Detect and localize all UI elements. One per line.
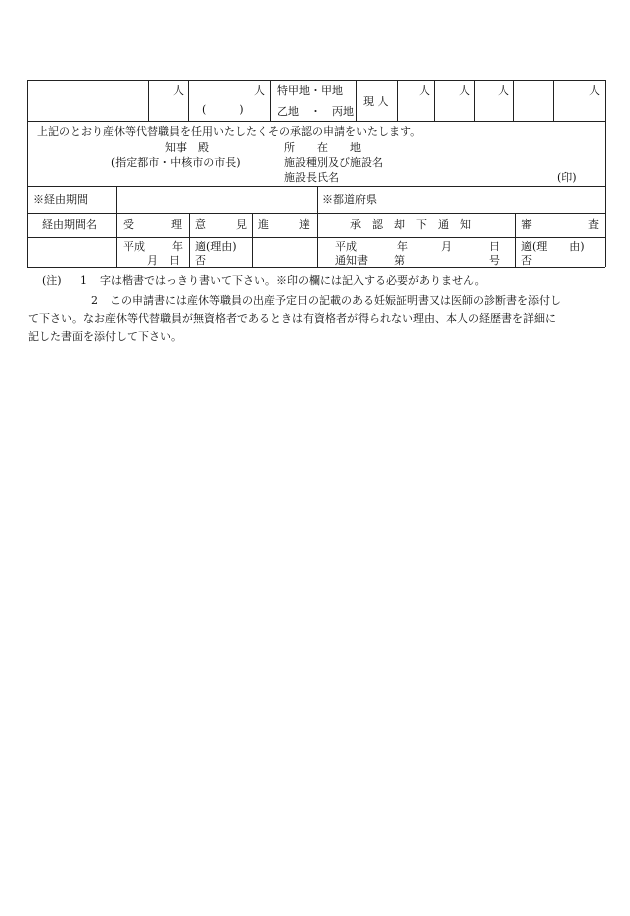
- rule-route-a: [116, 186, 117, 213]
- notice-month: 月: [441, 240, 452, 253]
- note1-text: 字は楷書ではっきり書いて下さい。※印の欄には記入する必要がありません。: [100, 274, 486, 287]
- rule-top: [27, 80, 605, 81]
- rule-right: [605, 80, 606, 267]
- header-receipt-a: 受: [123, 218, 134, 231]
- row1-area-line1: 特甲地・甲地: [277, 84, 343, 97]
- notice-era: 平成: [335, 240, 357, 253]
- facility-location-label: 所 在 地: [284, 141, 361, 154]
- notice-go: 号: [489, 254, 500, 267]
- review-adequacy: 適(理 由): [521, 240, 585, 253]
- rule-routing-bottom: [27, 213, 605, 214]
- rule-hv-e: [515, 213, 516, 267]
- header-transmit-a: 進: [258, 218, 269, 231]
- rule-r1-b: [188, 80, 189, 121]
- row1-paren: ( ): [202, 103, 244, 116]
- receipt-date-era: 平成: [123, 240, 145, 253]
- note1-number: 1: [80, 274, 87, 287]
- row1-unit-6: 人: [589, 84, 600, 97]
- note2-number: 2: [91, 294, 98, 307]
- facility-name-label: 施設種別及び施設名: [284, 156, 383, 169]
- header-opinion-a: 意: [195, 218, 206, 231]
- row1-unit-2: 人: [254, 84, 265, 97]
- notes-label: (注): [42, 274, 62, 287]
- rule-route-b: [317, 186, 318, 213]
- header-notice: 承 認 却 下 通 知: [350, 218, 471, 231]
- rule-r1-e: [397, 80, 398, 121]
- opinion-adequacy: 適(理由): [195, 240, 237, 253]
- receipt-date-month-day: 月 日: [147, 254, 180, 267]
- header-review-a: 審: [521, 218, 532, 231]
- note2-line2: て下さい。なお産休等代替職員が無資格者であるときは有資格者が得られない理由、本人の経歴書を詳細に: [28, 312, 556, 325]
- header-receipt-b: 理: [171, 218, 182, 231]
- notice-dai: 第: [394, 254, 405, 267]
- rule-r1-c: [270, 80, 271, 121]
- request-text: 上記のとおり産休等代替職員を任用いたしたくその承認の申請をいたします。: [37, 125, 422, 138]
- row1-unit-4: 人: [459, 84, 470, 97]
- rule-r1-d: [356, 80, 357, 121]
- addressee: 知事 殿: [165, 141, 209, 154]
- receipt-date-year: 年: [172, 240, 183, 253]
- header-transmit-b: 達: [299, 218, 310, 231]
- notice-day: 日: [489, 240, 500, 253]
- rule-r1-f: [434, 80, 435, 121]
- header-route-name: 経由期間名: [42, 218, 97, 231]
- header-review-b: 査: [588, 218, 599, 231]
- row1-unit-5: 人: [498, 84, 509, 97]
- routing-period-label: ※経由期間: [33, 193, 88, 206]
- note2-line1: この申請書には産休等職員の出産予定日の記載のある妊娠証明書又は医師の診断書を添付し: [110, 294, 561, 307]
- rule-r1-g: [474, 80, 475, 121]
- rule-r1-h: [513, 80, 514, 121]
- rule-header-bottom: [27, 237, 605, 238]
- rule-r1-a: [148, 80, 149, 121]
- header-opinion-b: 見: [236, 218, 247, 231]
- rule-left: [27, 80, 28, 267]
- opinion-no: 否: [195, 254, 206, 267]
- addressee-note: (指定都市・中核市の市長): [111, 156, 241, 169]
- seal-mark: (印): [557, 171, 577, 184]
- row1-unit-1: 人: [173, 84, 184, 97]
- rule-request-bottom: [27, 186, 605, 187]
- director-name-label: 施設長氏名: [284, 171, 339, 184]
- review-no: 否: [521, 254, 532, 267]
- routing-prefecture-label: ※都道府県: [322, 193, 377, 206]
- row1-area-line2: 乙地 ・ 丙地: [277, 105, 354, 118]
- rule-r1-i: [553, 80, 554, 121]
- row1-current: 現 人: [363, 95, 389, 108]
- row1-unit-3: 人: [419, 84, 430, 97]
- rule-bottom: [27, 267, 605, 268]
- rule-hv-a: [116, 213, 117, 267]
- rule-hv-d: [317, 213, 318, 267]
- notice-year: 年: [397, 240, 408, 253]
- note2-line3: 記した書面を添付して下さい。: [28, 330, 182, 343]
- rule-row1-bottom: [27, 121, 605, 122]
- rule-hv-b: [189, 213, 190, 267]
- notice-doc: 通知書: [335, 254, 368, 267]
- rule-hv-c: [252, 213, 253, 267]
